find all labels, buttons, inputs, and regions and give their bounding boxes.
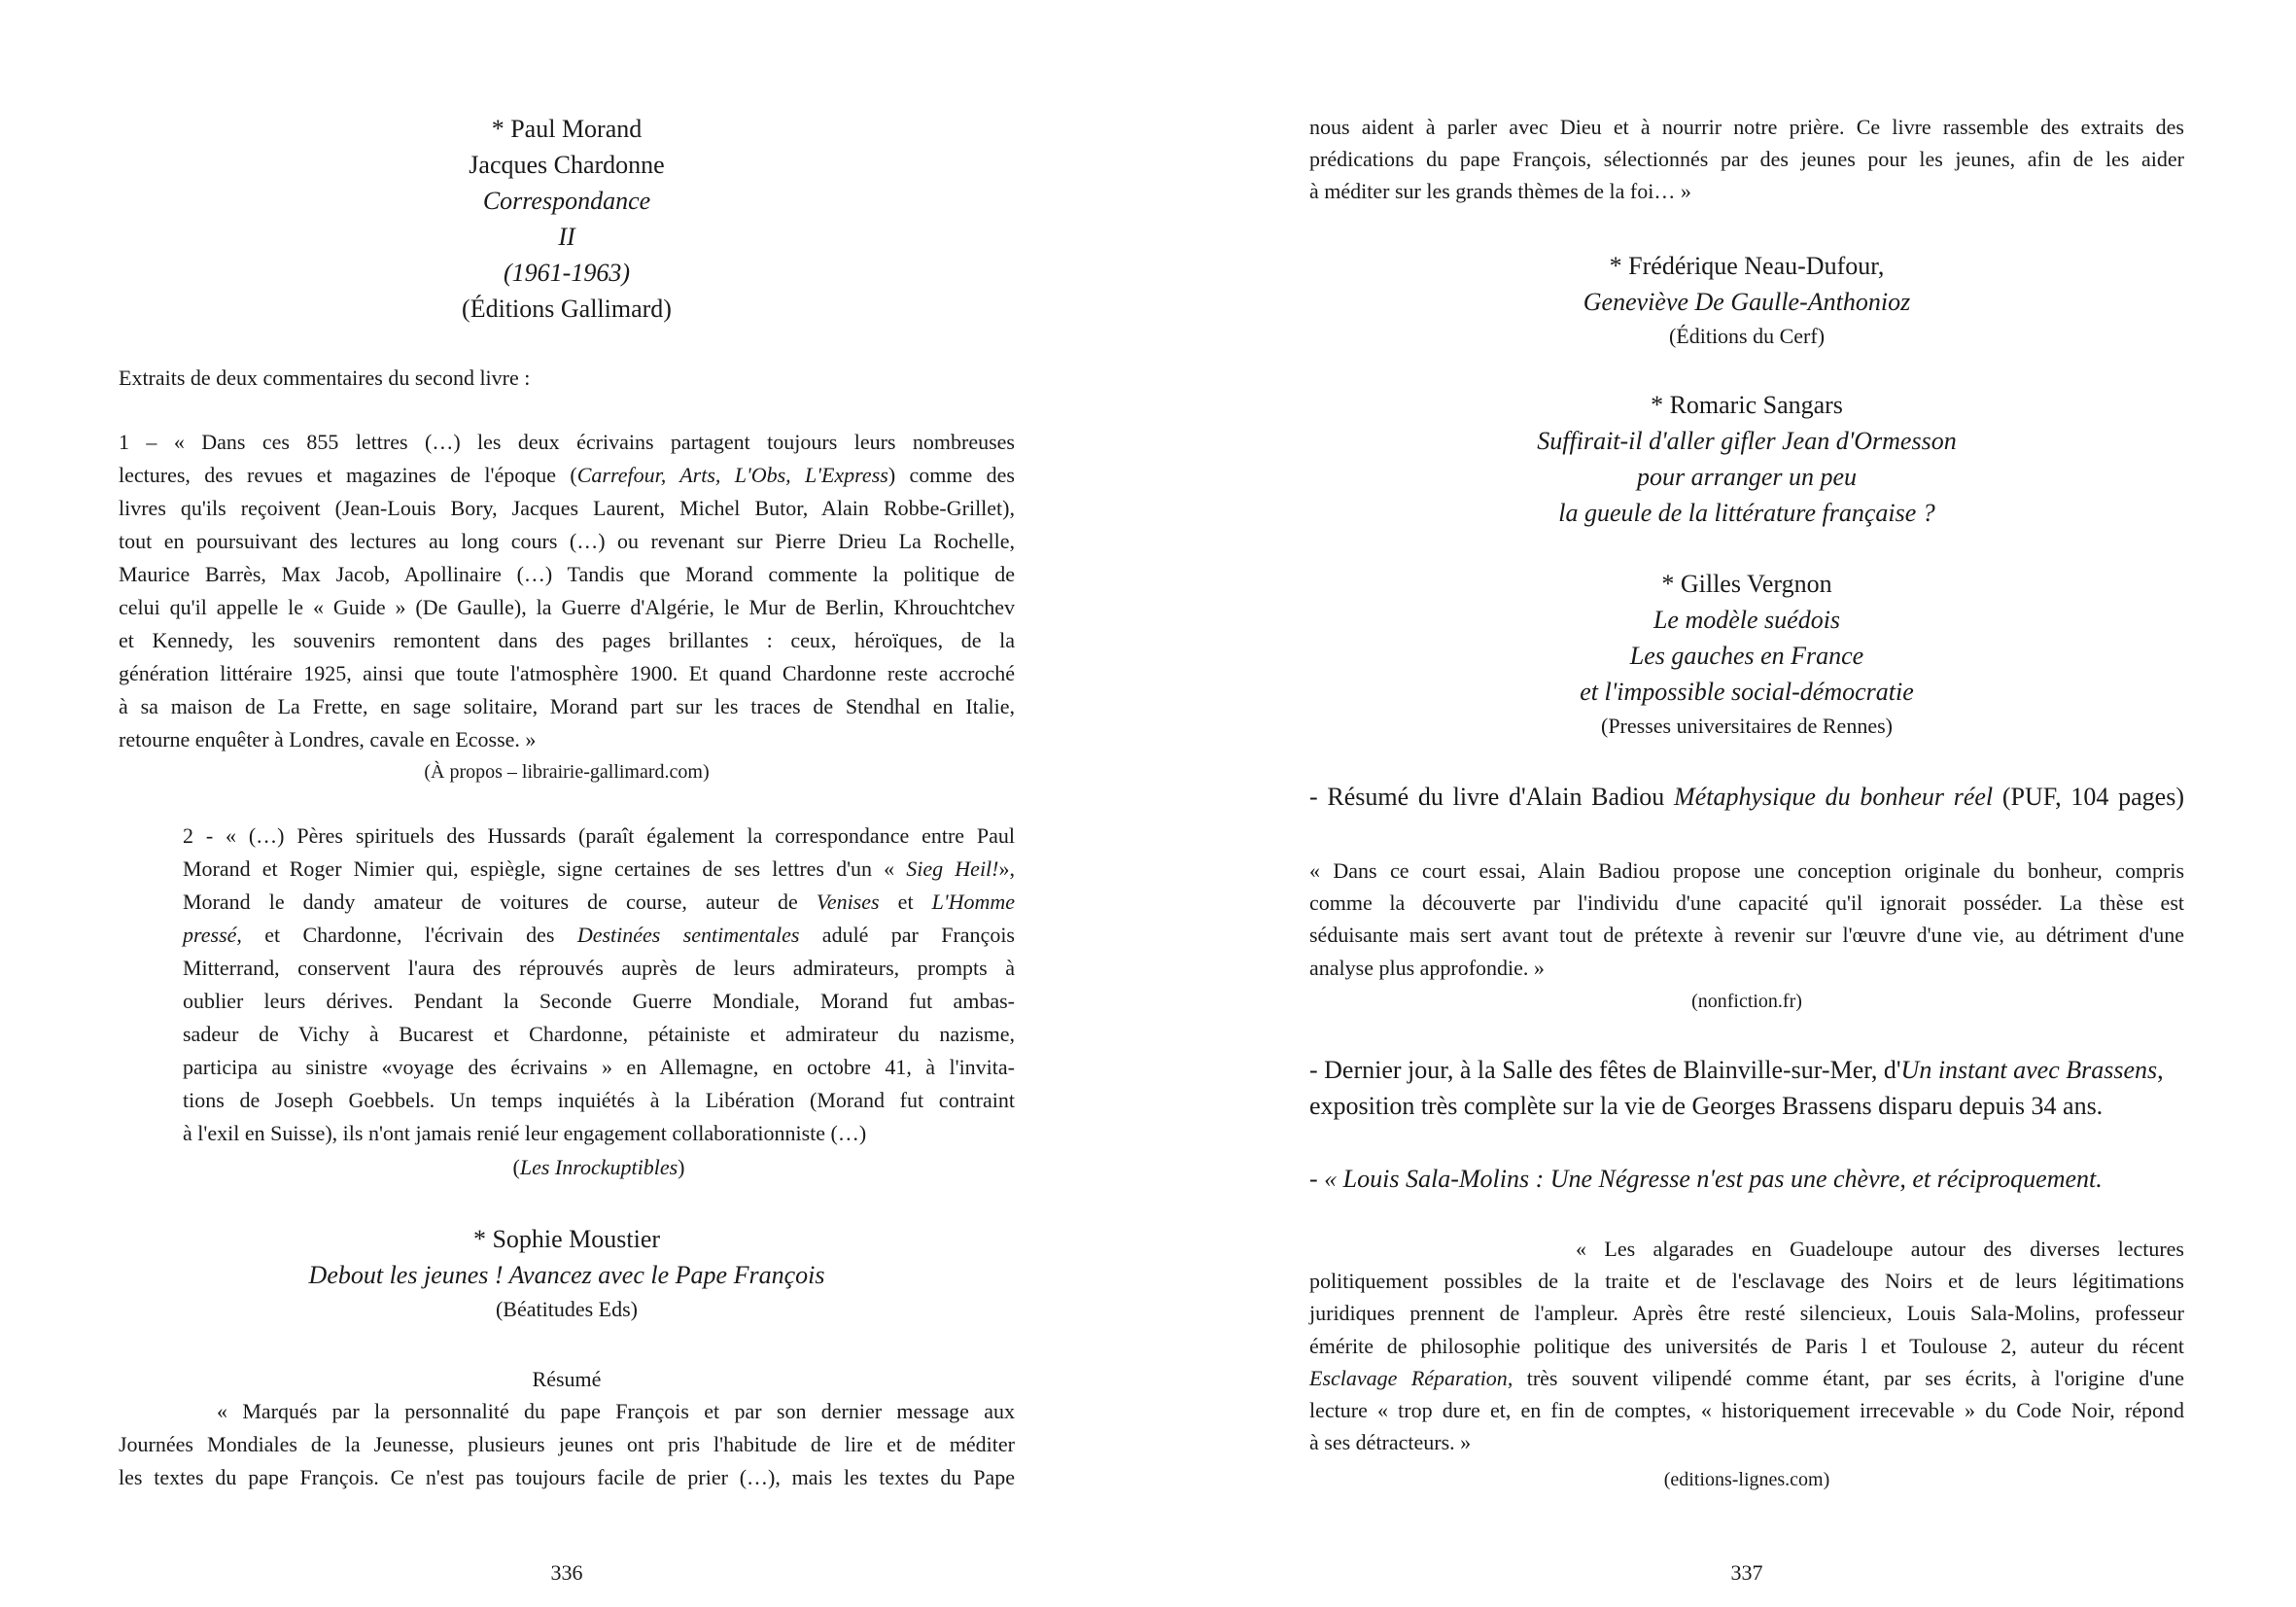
- resume-continuation: nous aident à parler avec Dieu et à nourrir notre prière. Ce livre rassemble des extraits des prédications du pape François, sélectionnés par des jeunes pour les jeunes, afin de les aider à méditer sur les grands thèmes de la foi… »: [1309, 115, 2184, 204]
- book-title: pour arranger un peu: [1636, 463, 1858, 491]
- publisher: (Éditions Gallimard): [462, 295, 672, 323]
- quote-1-source: (À propos – librairie-gallimard.com): [424, 761, 710, 783]
- brassens-item: - Dernier jour, à la Salle des fêtes de Blainville-sur-Mer, d'Un instant avec Brassens, exposition très complète sur la vie de Georges Brassens disparu depuis 34 ans.: [1309, 1056, 2164, 1120]
- years: (1961-1963): [504, 259, 630, 287]
- vergnon-entry: [1309, 566, 2184, 742]
- quote-2-source: (Les Inrockuptibles): [512, 1155, 685, 1179]
- quote-1: 1 – « Dans ces 855 lettres (…) les deux écrivains partagent toujours leurs nombreuses lectures, des revues et magazines de l'époque (Carrefour, Arts, L'Obs, L'Express) comme des livres qu'ils reçoivent (Jean-Louis Bory, Jacques Laurent, Michel Butor, Alain Robbe-Grillet), tout en poursuivant des lectures au long cours (…) ou revenant sur Pierre Drieu La Rochelle, Maurice Barrès, Max Jacob, Apollinaire (…) Tandis que Morand commente la politique de celui qu'il appelle le « Guide » (De Gaulle), la Guerre d'Algérie, le Mur de Berlin, Khrouchtchev et Kennedy, les souvenirs remontent dans des pages brillantes : ceux, héroïques, de la génération littéraire 1925, ainsi que toute l'atmosphère 1900. Et quand Chardonne reste accroché à sa maison de La Frette, en sage solitaire, Morand part sur les traces de Stendhal en Italie, retourne enquêter à Londres, cavale en Ecosse. »: [119, 430, 1015, 751]
- author-line: * Paul Morand: [491, 115, 643, 143]
- author-line: * Romaric Sangars: [1651, 391, 1843, 419]
- morand-chardonne-entry: [119, 111, 1015, 327]
- badiou-source: (nonfiction.fr): [1691, 991, 1802, 1012]
- page-number: 336: [550, 1560, 583, 1585]
- volume-number: II: [558, 223, 575, 251]
- author-line: * Sophie Moustier: [472, 1225, 661, 1253]
- book-title: Le modèle suédois: [1652, 606, 1841, 634]
- badiou-quote: « Dans ce court essai, Alain Badiou propose une conception originale du bonheur, compris comme la découverte par l'individu d'une capacité qu'il ignorait posséder. La thèse est séduisante mais sert avant tout de prétexte à revenir sur l'œuvre d'une vie, au détriment d'une analyse plus approfondie. »: [1309, 858, 2184, 980]
- book-title: Debout les jeunes ! Avancez avec le Pape François: [308, 1261, 825, 1289]
- sangars-entry: [1309, 387, 2184, 531]
- publisher: (Presses universitaires de Rennes): [1601, 714, 1893, 738]
- resume-heading: Résumé: [532, 1367, 602, 1391]
- book-title: la gueule de la littérature française ?: [1558, 499, 1935, 527]
- book-title: Correspondance: [482, 187, 651, 215]
- author-line: Jacques Chardonne: [469, 151, 665, 179]
- resume-text: « Marqués par la personnalité du pape François et par son dernier message aux Journées Mondiales de la Jeunesse, plusieurs jeunes ont pris l'habitude de lire et de méditer les textes du pape François. Ce n'est pas toujours facile de prier (…), mais les textes du Pape: [119, 1399, 1015, 1489]
- author-line: * Gilles Vergnon: [1661, 570, 1832, 598]
- author-line: * Frédérique Neau-Dufour,: [1609, 252, 1885, 280]
- extraits-heading: Extraits de deux commentaires du second livre :: [119, 366, 531, 390]
- publisher: (Éditions du Cerf): [1668, 324, 1826, 348]
- publisher: (Béatitudes Eds): [495, 1297, 639, 1321]
- badiou-summary: - Résumé du livre d'Alain Badiou Métaphysique du bonheur réel (PUF, 104 pages): [1309, 783, 2184, 811]
- page-number: 337: [1730, 1560, 1763, 1585]
- neau-dufour-entry: [1309, 248, 2184, 352]
- book-title: Les gauches en France: [1629, 642, 1864, 670]
- book-title: et l'impossible social-démocratie: [1580, 678, 1914, 706]
- right-page: [1309, 0, 2184, 1607]
- sala-molins-source: (editions-lignes.com): [1663, 1469, 1830, 1490]
- book-title: Suffirait-il d'aller gifler Jean d'Ormesson: [1537, 427, 1957, 455]
- sala-molins-item: - « Louis Sala-Molins : Une Négresse n'est pas une chèvre, et réciproquement.: [1309, 1165, 2103, 1193]
- left-page: [119, 0, 1015, 1607]
- moustier-entry: [119, 1221, 1015, 1325]
- quote-2: 2 - « (…) Pères spirituels des Hussards (paraît également la correspondance entre Paul Morand et Roger Nimier qui, espiègle, signe certaines de ses lettres d'un « Sieg Heil!», Morand le dandy amateur de voitures de course, auteur de Venises et L'Homme pressé, et Chardonne, l'écrivain des Destinées sentimentales adulé par François Mitterrand, conservent l'aura des réprouvés auprès de leurs admirateurs, prompts à oublier leurs dérives. Pendant la Seconde Guerre Mondiale, Morand fut ambas- sadeur de Vichy à Bucarest et Chardonne, pétainiste et admirateur du nazisme, participa au sinistre «voyage des écrivains » en Allemagne, en octobre 41, à l'invita- tions de Joseph Goebbels. Un temps inquiétés à la Libération (Morand fut contraint à l'exil en Suisse), ils n'ont jamais renié leur engagement collaborationniste (…): [183, 823, 1015, 1145]
- book-title: Geneviève De Gaulle-Anthonioz: [1583, 288, 1911, 316]
- sala-molins-quote: « Les algarades en Guadeloupe autour des diverses lectures politiquement possibles de la traite et de l'esclavage des Noirs et de leurs légitimations juridiques prennent de l'ampleur. Après être resté silencieux, Louis Sala-Molins, professeur émérite de philosophie politique des universités de Paris l et Toulouse 2, auteur du récent Esclavage Réparation, très souvent vilipendé comme étant, par ses écrits, à l'origine d'une lecture « trop dure et, en fin de comptes, « historiquement irrecevable » du Code Noir, répond à ses détracteurs. »: [1309, 1237, 2184, 1455]
